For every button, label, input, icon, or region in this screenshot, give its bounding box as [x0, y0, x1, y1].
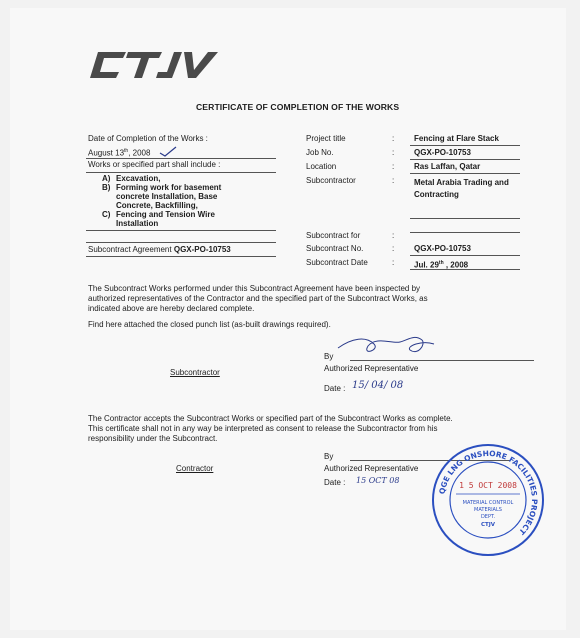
completion-date-sup: th — [124, 148, 129, 154]
list-item: concrete Installation, Base — [116, 192, 218, 201]
paragraph-line: authorized representatives of the Contractor and the specified part of the Subcontract Works, as — [88, 294, 428, 303]
completion-date-label: Date of Completion of the Works : — [88, 134, 208, 143]
stamp-date: 1 5 OCT 2008 — [459, 481, 517, 490]
colon: : — [392, 148, 395, 157]
agreement-label: Subcontract Agreement — [88, 245, 172, 254]
works-label: Works or specified part shall include : — [88, 160, 221, 169]
works-list — [102, 174, 221, 228]
colon: : — [392, 244, 395, 253]
list-item: Concrete, Backfilling, — [116, 201, 198, 210]
paragraph-line: The Contractor accepts the Subcontract Works or specified part of the Subcontract Works as complete. — [88, 414, 453, 423]
colon: : — [392, 162, 395, 171]
stamp-ring-text: QGE LNG ONSHORE FACILITIES PROJECT — [437, 448, 540, 537]
colon: : — [392, 231, 395, 240]
checkmark-icon — [158, 146, 178, 158]
subcontractor-block-label: Subcontractor — [170, 368, 220, 377]
subcontractor-date-label: Date : — [324, 384, 346, 393]
stamp-line-2: MATERIALS — [474, 507, 502, 513]
certificate-title: CERTIFICATE OF COMPLETION OF THE WORKS — [196, 102, 400, 112]
completion-date-day: August 13 — [88, 148, 125, 158]
certificate-page — [10, 8, 566, 630]
agreement-line — [88, 245, 231, 255]
agreement-number: QGX-PO-10753 — [173, 245, 231, 254]
subcontractor-value-2: Contracting — [414, 190, 459, 199]
contractor-authorized: Authorized Representative — [324, 464, 419, 473]
subcontract-date-value: Jul. 29th , 2008 — [414, 260, 469, 270]
subcontractor-date-handwritten: 15/ 04/ 08 — [352, 380, 404, 391]
completion-date-year: , 2008 — [128, 148, 151, 158]
paragraph-line: responsibility under the Subcontract. — [88, 434, 218, 443]
stamp-line-4: CTJV — [480, 522, 496, 528]
subcontract-date-label: Subcontract Date — [306, 258, 368, 267]
paragraph-line: indicated above are hereby declared complete. — [88, 304, 255, 313]
completion-date — [88, 146, 150, 159]
contractor-date-handwritten: 15 OCT 08 — [356, 476, 400, 485]
subcontract-no-value: QGX-PO-10753 — [414, 244, 471, 253]
stamp-line-1: MATERIAL CONTROL — [462, 500, 514, 506]
list-item: A) Excavation, — [102, 174, 161, 183]
list-item: B) Forming work for basement — [102, 183, 222, 192]
subcontractor-value-1: Metal Arabia Trading and — [414, 178, 509, 187]
list-item: Installation — [116, 219, 159, 228]
colon: : — [392, 176, 395, 185]
colon: : — [392, 134, 395, 143]
contractor-date-label: Date : — [324, 478, 346, 487]
location-label: Location — [306, 162, 337, 171]
contractor-block-label: Contractor — [176, 464, 214, 473]
subcontractor-authorized: Authorized Representative — [324, 364, 419, 373]
subcontract-no-label: Subcontract No. — [306, 244, 364, 253]
contractor-by: By — [324, 452, 334, 461]
material-control-stamp — [430, 442, 546, 558]
ctjv-logo — [88, 48, 228, 82]
colon: : — [392, 258, 395, 267]
inspection-paragraph — [88, 284, 428, 314]
project-title-value: Fencing at Flare Stack — [414, 134, 499, 143]
stamp-line-3: DEPT. — [480, 514, 496, 520]
location-value: Ras Laffan, Qatar — [414, 162, 481, 171]
punch-list-note: Find here attached the closed punch list (as-built drawings required). — [88, 320, 331, 329]
job-no-value: QGX-PO-10753 — [414, 148, 471, 157]
paragraph-line: The Subcontract Works performed under this Subcontract Agreement have been inspected by — [88, 284, 421, 293]
job-no-label: Job No. — [306, 148, 334, 157]
project-title-label: Project title — [306, 134, 346, 143]
paragraph-line: This certificate shall not in any way be interpreted as consent to release the Subcontractor from his — [88, 424, 438, 433]
subcontract-for-label: Subcontract for — [306, 231, 361, 240]
subcontractor-label: Subcontractor — [306, 176, 356, 185]
list-item: C) Fencing and Tension Wire — [102, 210, 215, 219]
subcontractor-by: By — [324, 352, 334, 361]
acceptance-paragraph — [88, 414, 453, 444]
